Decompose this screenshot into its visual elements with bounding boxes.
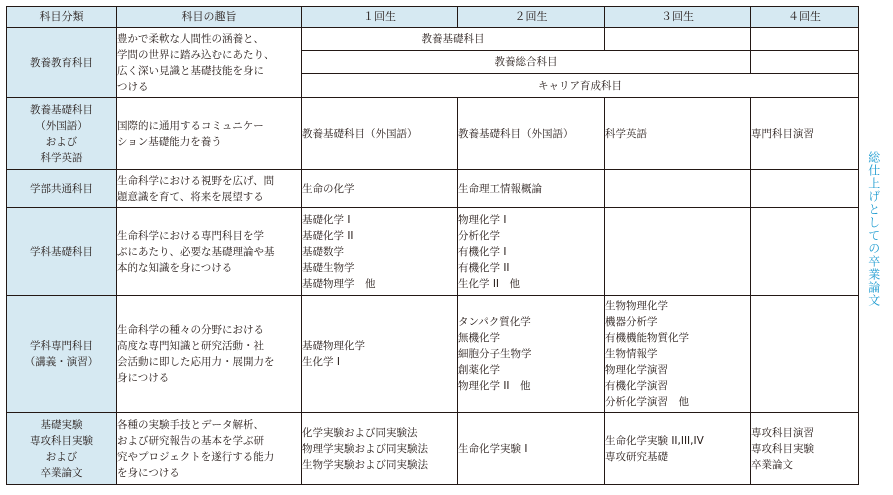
category-foreign: 教養基礎科目 （外国語） および 科学英語 xyxy=(7,98,117,170)
category-major: 学科専門科目 （講義・演習） xyxy=(7,296,117,413)
aim-major: 生命科学の種々の分野における 高度な専門知識と研究活動・社 会活動に即した応用力・展開力を 身につける xyxy=(117,296,302,413)
header-year4: ４回生 xyxy=(751,7,859,28)
header-year2: ２回生 xyxy=(458,7,605,28)
lab-y4: 専攻科目演習 専攻科目実験 卒業論文 xyxy=(751,413,859,485)
basic-y3-empty xyxy=(605,208,751,296)
band-liberal-basic-y3-empty xyxy=(605,28,751,51)
header-year3: ３回生 xyxy=(605,7,751,28)
aim-lab: 各種の実験手技とデータ解析、 および研究報告の基本を学ぶ研 究やプロジェクトを遂行する能力 を身につける xyxy=(117,413,302,485)
category-basic: 学科基礎科目 xyxy=(7,208,117,296)
band-liberal-general: 教養総合科目 xyxy=(302,51,751,74)
basic-y2: 物理化学 I 分析化学 有機化学 I 有機化学 II 生化学 II 他 xyxy=(458,208,605,296)
curriculum-table xyxy=(6,6,889,485)
side-note: 総仕上げとしての卒業論文 xyxy=(866,150,881,307)
category-faculty: 学部共通科目 xyxy=(7,170,117,208)
basic-y4-empty xyxy=(751,208,859,296)
category-lab: 基礎実験 専攻科目実験 および 卒業論文 xyxy=(7,413,117,485)
foreign-y3: 科学英語 xyxy=(605,98,751,170)
category-liberal: 教養教育科目 xyxy=(7,28,117,98)
header-year1: １回生 xyxy=(302,7,458,28)
aim-foreign: 国際的に通用するコミュニケー ション基礎能力を養う xyxy=(117,98,302,170)
band-liberal-career: キャリア育成科目 xyxy=(302,74,859,98)
header-category: 科目分類 xyxy=(7,7,117,28)
aim-faculty: 生命科学における視野を広げ、問 題意識を育て、将来を展望する xyxy=(117,170,302,208)
basic-y1: 基礎化学 I 基礎化学 II 基礎数学 基礎生物学 基礎物理学 他 xyxy=(302,208,458,296)
foreign-y2: 教養基礎科目（外国語） xyxy=(458,98,605,170)
band-liberal-basic: 教養基礎科目 xyxy=(302,28,605,51)
major-y4-empty xyxy=(751,296,859,413)
lab-y2: 生命化学実験 I xyxy=(458,413,605,485)
header-aim: 科目の趣旨 xyxy=(117,7,302,28)
band-liberal-basic-y4-empty xyxy=(751,28,859,51)
side-note-cell xyxy=(859,7,889,485)
major-y2: タンパク質化学 無機化学 細胞分子生物学 創薬化学 物理化学 II 他 xyxy=(458,296,605,413)
band-liberal-general-y4-empty xyxy=(751,51,859,74)
faculty-y3-empty xyxy=(605,170,751,208)
lab-y1: 化学実験および同実験法 物理学実験および同実験法 生物学実験および同実験法 xyxy=(302,413,458,485)
faculty-y2: 生命理工情報概論 xyxy=(458,170,605,208)
aim-basic: 生命科学における専門科目を学 ぶにあたり、必要な基礎理論や基 本的な知識を身につける xyxy=(117,208,302,296)
lab-y3: 生命化学実験 II,III,IV 専攻研究基礎 xyxy=(605,413,751,485)
major-y3: 生物物理化学 機器分析学 有機機能物質化学 生物情報学 物理化学演習 有機化学演習 分析化学演習 他 xyxy=(605,296,751,413)
foreign-y4: 専門科目演習 xyxy=(751,98,859,170)
major-y1: 基礎物理化学 生化学 I xyxy=(302,296,458,413)
faculty-y1: 生命の化学 xyxy=(302,170,458,208)
aim-liberal: 豊かで柔軟な人間性の涵養と、 学問の世界に踏み込むにあたり、 広く深い見識と基礎技能を身に つける xyxy=(117,28,302,98)
foreign-y1: 教養基礎科目（外国語） xyxy=(302,98,458,170)
faculty-y4-empty xyxy=(751,170,859,208)
